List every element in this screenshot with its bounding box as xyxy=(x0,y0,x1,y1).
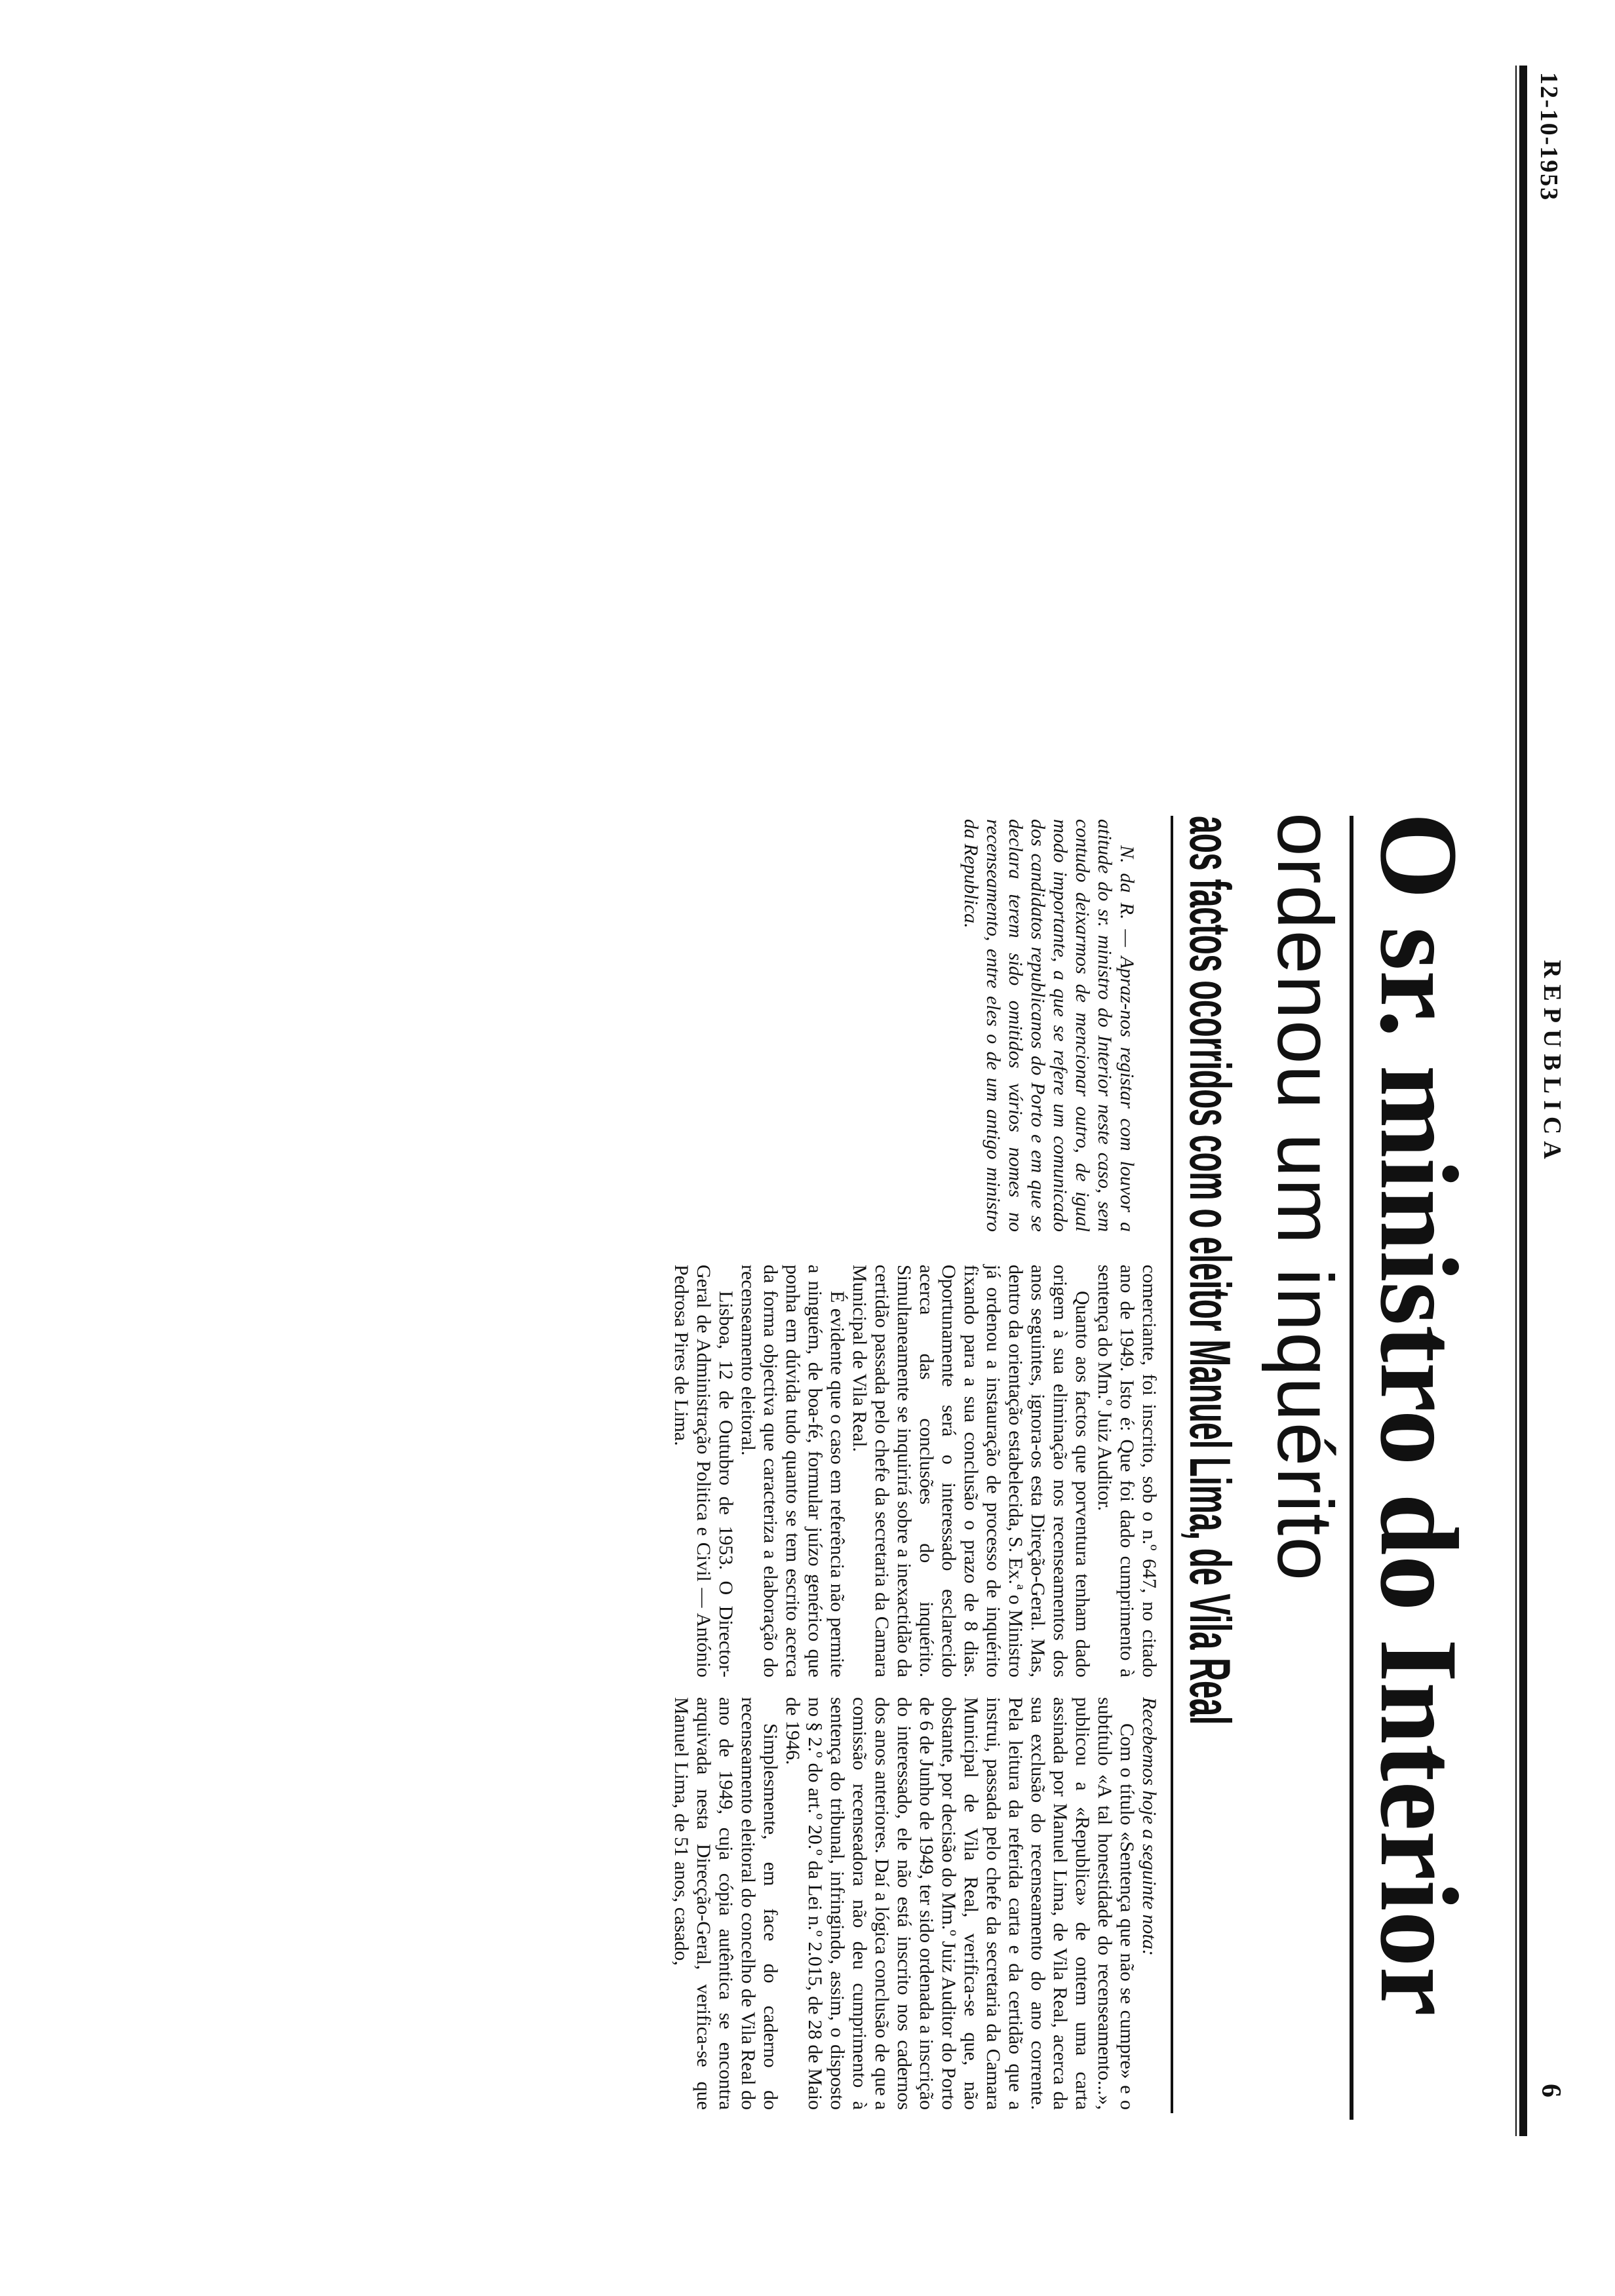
paragraph: Quanto aos factos que porventura tenham dado origem à sua eliminação nos recenseamentos dos anos seguintes, ignora-os esta Direção-Geral. Mas, dentro da orientação estabelecida, S. Ex.ª o Ministro já ordenou a instauração de processo de inquérito fixando para a sua conclusão o prazo de 8 dias. Oportunamente será o interessado esclarecido acerca das conclusões do inquérito. Simultaneamente se inquirirá sobre a inexactidão da certidão passada pelo chefe da secretaria da Camara Municipal de Vila Real. xyxy=(849,1265,1093,1677)
paragraph: Com o título «Sentença que não se cumpre» e o subtítulo «A tal honestidade do recenseamento...», publicou a «Republica» de ontem uma carta assinada por Manuel Lima, de Vila Real, acerca da sua exclusão do recenseamento do ano corrente. Pela leitura da referida carta e da certidão que a instrui, passada pelo chefe da secretaria da Camara Municipal de Vila Real, verifica-se que, não obstante, por decisão do Mm.º Juiz Auditor do Porto de 6 de Junho de 1949, ter sido ordenada a inscrição do interessado, ele não está inscrito nos cadernos dos anos anteriores. Daí a lógica conclusão de que a comissão recenseadora não deu cumprimento à sentença do tribunal, infringindo, assim, o disposto no § 2.º do art.º 20.º da Lei n.º 2.015, de 28 de Maio de 1946. xyxy=(782,1697,1138,2110)
article-column-2 xyxy=(670,1265,1160,1677)
intro-line: Recebemos hoje a seguinte nota: xyxy=(1138,1697,1160,1956)
rotated-newspaper-page xyxy=(125,39,1566,2136)
article-column-3 xyxy=(960,819,1160,1232)
article-subtitle: ordenou um inquérito xyxy=(1261,813,1349,1582)
article-column-1 xyxy=(670,1697,1160,2110)
article-title: O sr. ministro do Interior xyxy=(1357,813,1481,2016)
header-date: 12-10-1953 xyxy=(1535,72,1563,202)
header-rule-thin xyxy=(1515,66,1517,2136)
signature-paragraph: Lisboa, 12 de Outubro de 1953. O Director-Geral de Administração Politica e Civil — António Pedrosa Pires de Lima. xyxy=(671,1265,737,1677)
header-page-number: 6 xyxy=(1536,2084,1566,2101)
paragraph: Simplesmente, em face do caderno do recenseamento eleitoral do concelho de Vila Real do ano de 1949, cuja cópia autêntica se encontra arquivada nesta Direcção-Geral, verifica-se que Manuel Lima, de 51 anos, casado, xyxy=(671,1697,781,2110)
paragraph: É evidente que o caso em referência não permite a ninguém, de boa-fé, formular juízo genérico que ponha em dúvida tudo quanto se tem escrito acerca da forma objectiva que caracteriza a elaboração do recenseamento eleitoral. xyxy=(737,1265,848,1677)
editor-note: N. da R. — Apraz-nos registar com louvor a atitude do sr. ministro do Interior neste caso, sem contudo deixarmos de mencionar outro, de igual modo importante, a que se refere um comunicado dos candidatos republicanos do Porto e em que se declara terem sido omitidos vários nomes no recenseamento, entre eles o de um antigo ministro da Republica. xyxy=(960,819,1138,1232)
header-newspaper-name: REPUBLICA xyxy=(1538,960,1566,1166)
header-rule xyxy=(1519,66,1527,2136)
deck-rule xyxy=(1171,816,1173,2113)
article-deck: aos factos ocorridos com o eleitor Manuel Lima, de Vila Real xyxy=(1178,816,1243,1725)
paragraph: comerciante, foi inscrito, sob o n.º 647, no citado ano de 1949. Isto é: Que foi dado cumprimento à sentença do Mm.º Juiz Auditor. xyxy=(1094,1265,1160,1677)
